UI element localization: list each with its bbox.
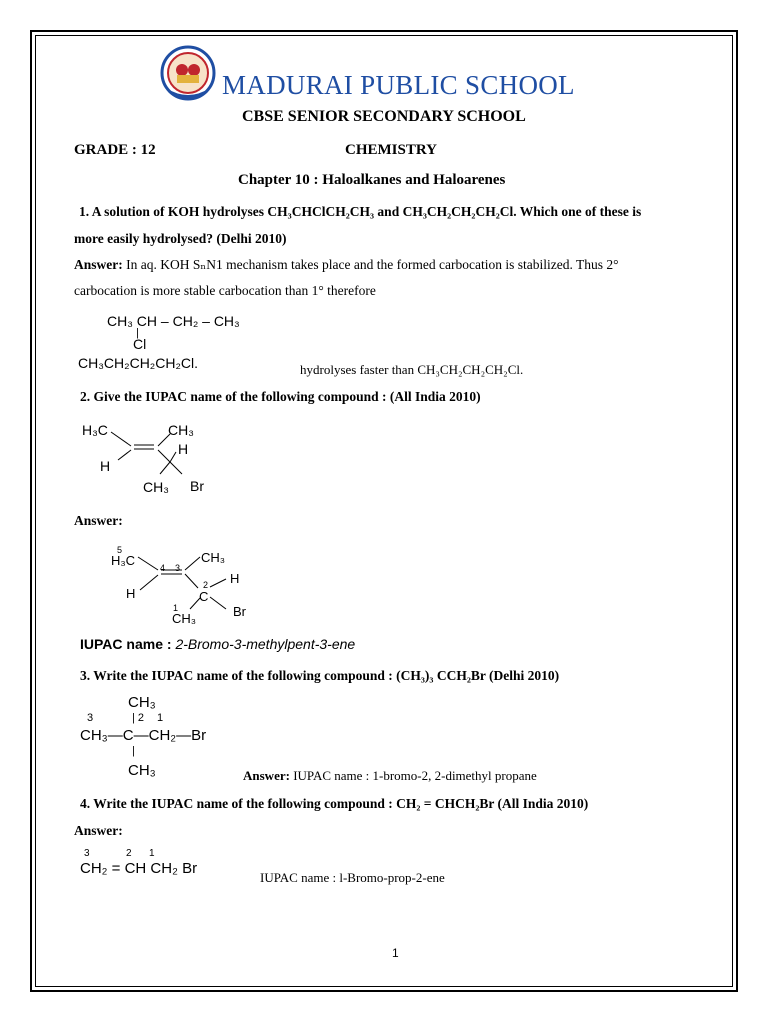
q1-struct-row1: CH₃ CH – CH₂ – CH₃ bbox=[107, 313, 240, 329]
q2-br: Br bbox=[190, 478, 204, 494]
q3-ch3-top: CH₃ bbox=[128, 694, 156, 711]
q2-ch3-bottom: CH₃ bbox=[143, 479, 169, 495]
q1-answer-text: In aq. KOH SₙN1 mechanism takes place and the formed carbocation is stabilized. Thus 2° bbox=[122, 257, 619, 272]
q3-bar: | bbox=[132, 745, 135, 757]
q3-answer-label: Answer: bbox=[243, 768, 290, 783]
q2-ans-n2: 2 bbox=[203, 580, 209, 590]
q3-answer-value: IUPAC name : 1-bromo-2, 2-dimethyl propane bbox=[289, 768, 537, 783]
q1-struct-row2: CH₃CH₂CH₂CH₂Cl. bbox=[78, 355, 198, 371]
q4-numbers bbox=[84, 848, 155, 859]
q2-question: 2. Give the IUPAC name of the following compound : (All India 2010) bbox=[80, 389, 481, 404]
q1-question: 1. A solution of KOH hydrolyses CH₃CHClCH₂CH₃ and CH₃CH₂CH₂CH₂Cl. Which one of these is bbox=[79, 204, 642, 219]
q1-struct-cl: Cl bbox=[133, 336, 147, 352]
q4-question: 4. Write the IUPAC name of the following compound : CH₂ = CHCH₂Br (All India 2010) bbox=[80, 796, 589, 811]
q2-h-right: H bbox=[178, 441, 189, 457]
q4-n3: 3 bbox=[84, 848, 90, 859]
subject-label: CHEMISTRY bbox=[345, 142, 437, 158]
q1-struct-bond: | bbox=[136, 327, 139, 339]
q2-iupac-label: IUPAC name : bbox=[80, 636, 172, 652]
q3-main-chain: CH₃—C—CH₂—Br bbox=[80, 727, 207, 744]
q1-question-cont: more easily hydrolysed? (Delhi 2010) bbox=[74, 231, 287, 246]
q3-n3: 3 bbox=[87, 712, 94, 724]
q3-n2: | 2 bbox=[132, 712, 145, 724]
q3-ch3-bottom: CH₃ bbox=[128, 762, 156, 779]
q1-answer-label: Answer: bbox=[74, 257, 123, 272]
q2-ans-h-left: H bbox=[126, 586, 136, 601]
chapter-title: Chapter 10 : Haloalkanes and Haloarenes bbox=[238, 172, 506, 188]
grade-label: GRADE : 12 bbox=[74, 142, 156, 158]
q2-iupac-answer bbox=[80, 636, 355, 652]
q2-ans-n3: 3 bbox=[175, 563, 181, 573]
q3-question: 3. Write the IUPAC name of the following compound : (CH₃)₃ CCH₂Br (Delhi 2010) bbox=[80, 668, 560, 683]
q2-ans-ch3-bottom: CH₃ bbox=[172, 611, 197, 626]
q2-ans-c: C bbox=[199, 589, 209, 604]
q1-note: hydrolyses faster than CH₃CH₂CH₂CH₂Cl. bbox=[300, 362, 524, 377]
q2-ans-ch3-top: CH₃ bbox=[201, 550, 226, 565]
school-logo bbox=[157, 44, 219, 102]
q4-answer-label: Answer: bbox=[74, 823, 123, 838]
q3-n1: 1 bbox=[157, 712, 164, 724]
q2-h-left: H bbox=[100, 458, 111, 474]
q2-ans-n1: 1 bbox=[173, 603, 179, 613]
q2-ch3-top: CH₃ bbox=[168, 422, 194, 438]
q4-structure: CH₂ = CH CH₂ Br bbox=[80, 860, 198, 877]
q3-answer bbox=[243, 768, 537, 784]
q2-iupac-value: 2-Bromo-3-methylpent-3-ene bbox=[175, 636, 356, 652]
q2-ans-br: Br bbox=[233, 604, 246, 619]
q4-answer-value: IUPAC name : l-Bromo-prop-2-ene bbox=[260, 870, 445, 885]
q2-ans-h-right: H bbox=[230, 571, 240, 586]
q1-answer-line2: carbocation is more stable carbocation than 1° therefore bbox=[74, 283, 376, 298]
school-name: MADURAI PUBLIC SCHOOL bbox=[222, 70, 575, 100]
board-subtitle: CBSE SENIOR SECONDARY SCHOOL bbox=[242, 108, 526, 125]
page-number: 1 bbox=[392, 946, 399, 960]
q1-answer-line1 bbox=[74, 257, 618, 273]
q2-ans-n4: 4 bbox=[160, 563, 166, 573]
q2-ans-n5: 5 bbox=[117, 545, 123, 555]
q2-answer-label: Answer: bbox=[74, 513, 123, 528]
q4-n2: 2 bbox=[126, 848, 132, 859]
q2-ans-h3c: H₃C bbox=[111, 553, 136, 568]
q3-numbers bbox=[87, 712, 164, 724]
q4-n1: 1 bbox=[149, 848, 155, 859]
q2-h3c: H₃C bbox=[82, 422, 108, 438]
